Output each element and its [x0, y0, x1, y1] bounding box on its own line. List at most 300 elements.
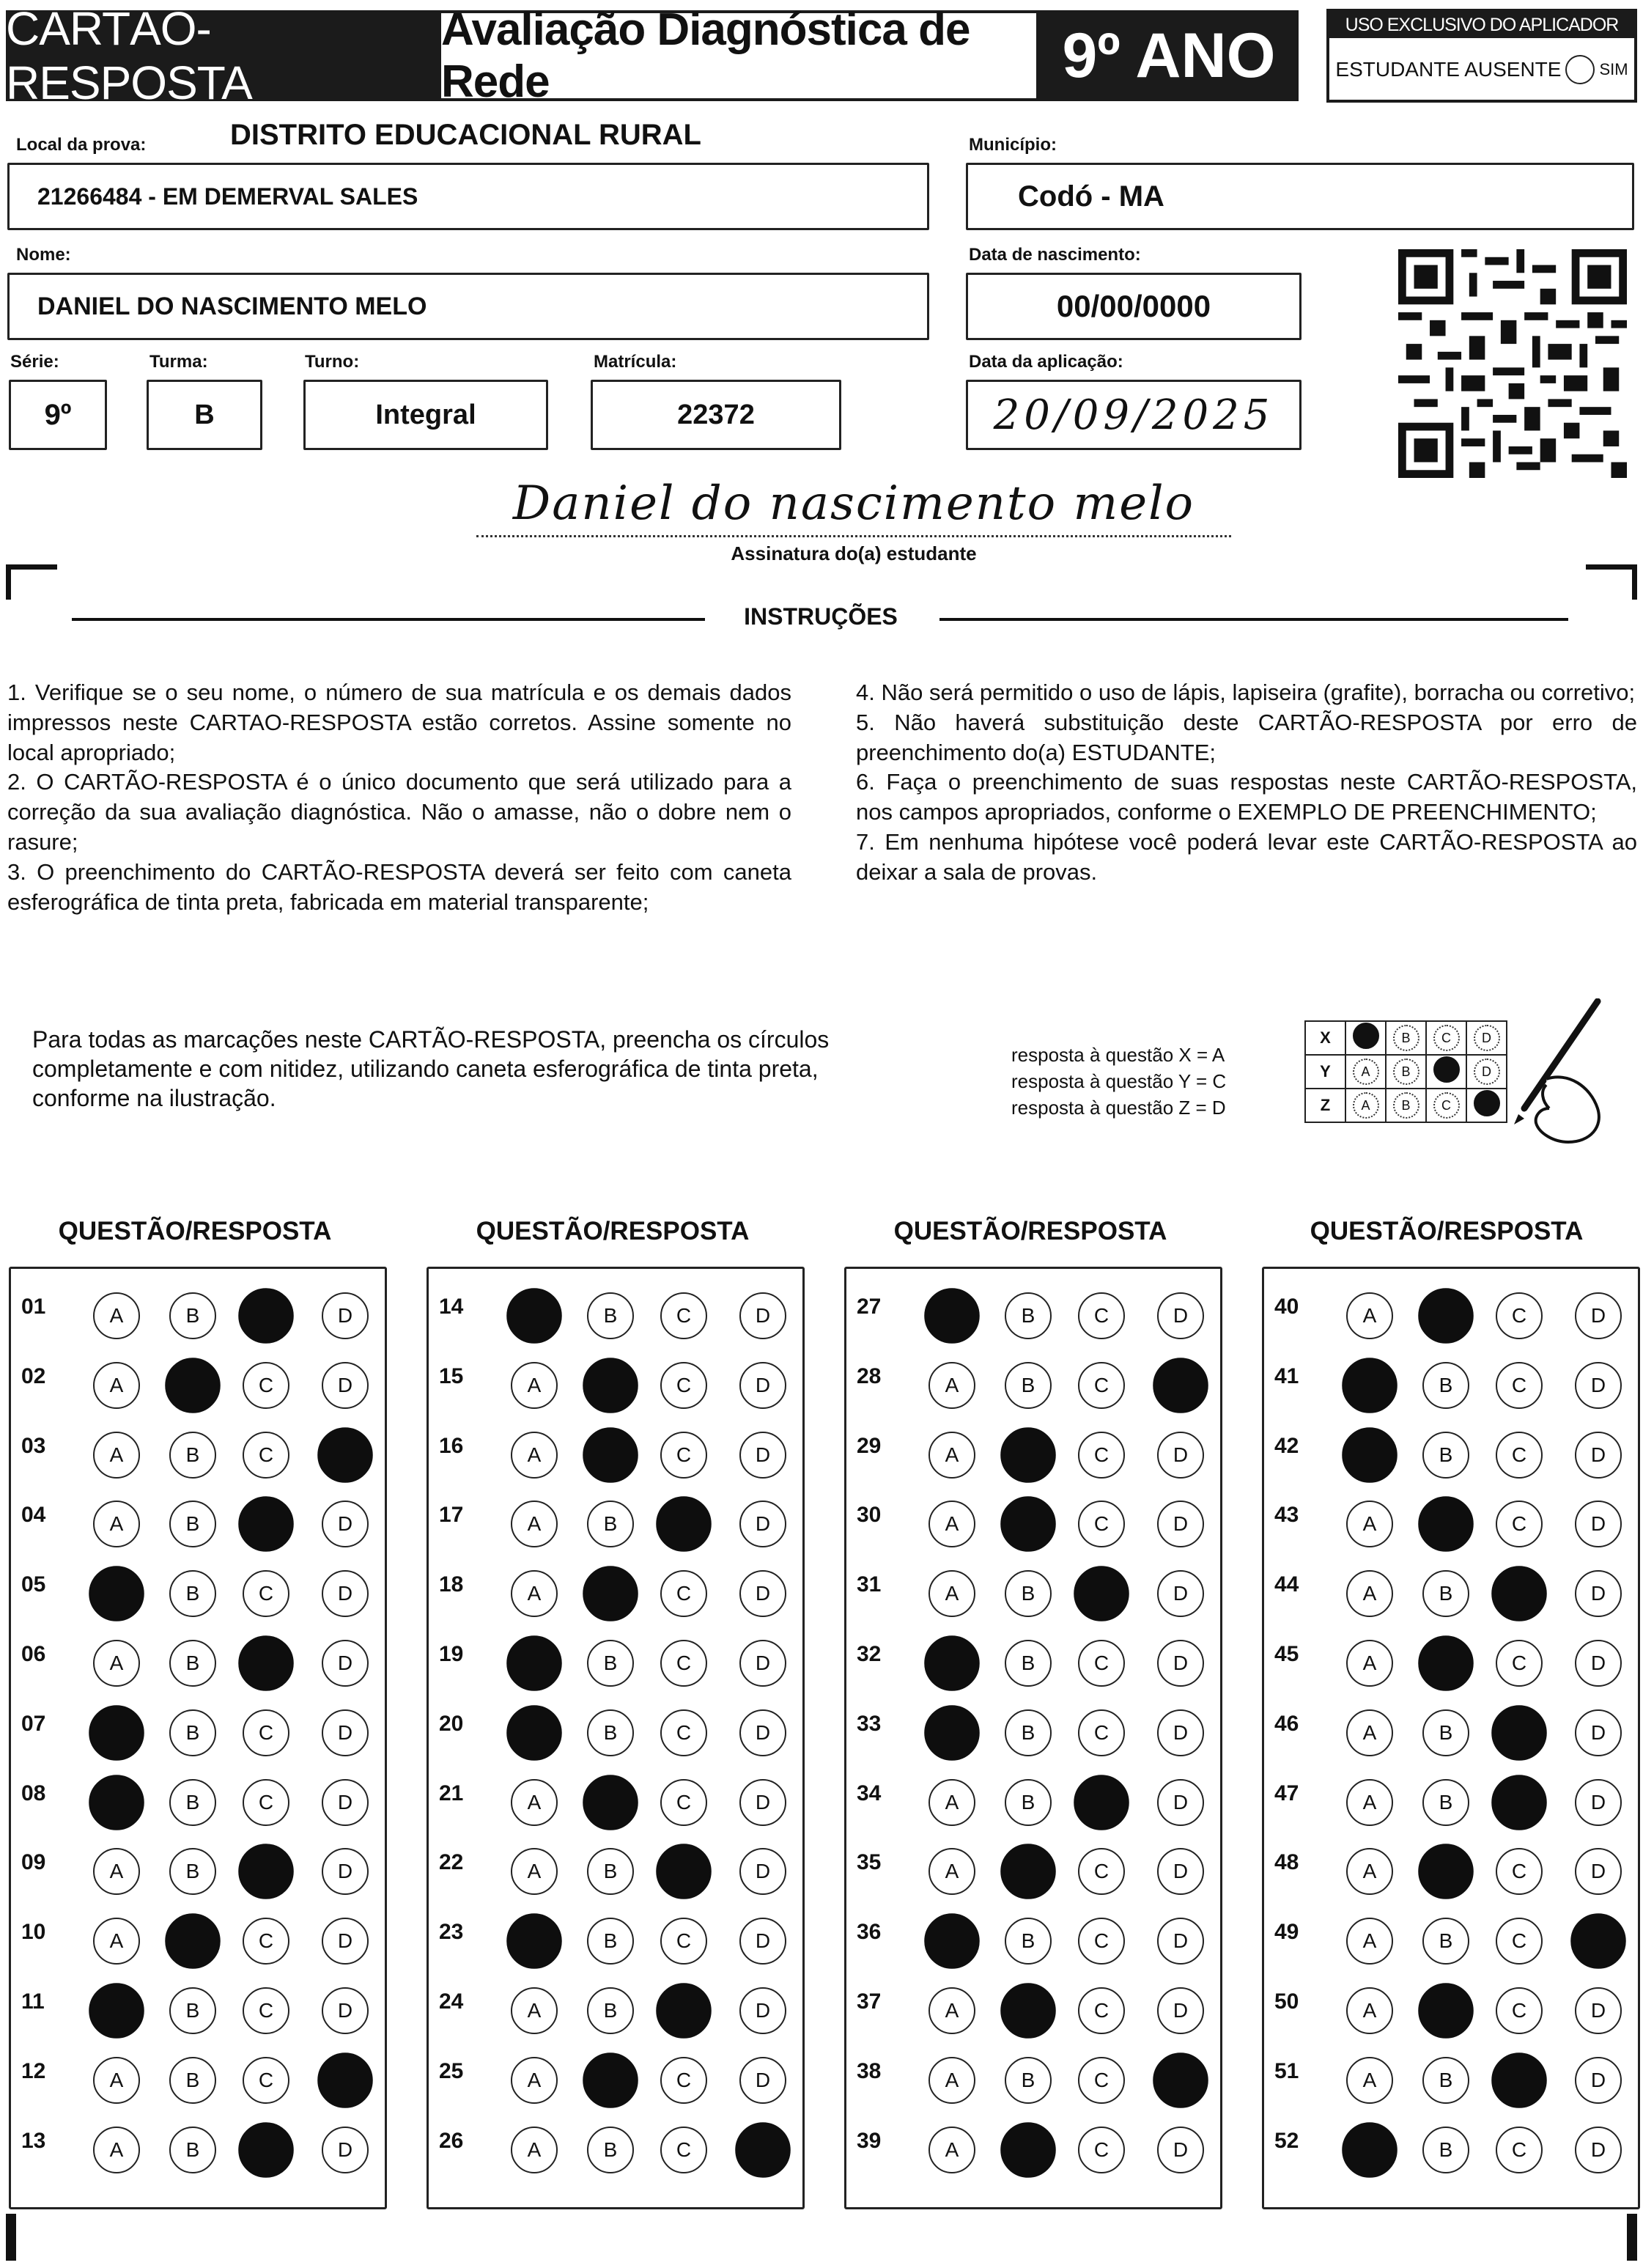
option-bubble-a[interactable]	[506, 1705, 562, 1761]
municipio-field	[966, 163, 1634, 230]
option-bubble-a[interactable]	[1342, 2122, 1398, 2178]
question-number: 24	[439, 1989, 464, 2014]
option-bubble-b[interactable]	[1000, 1497, 1056, 1553]
instruction-item: 1. Verifique se o seu nome, o número de sua matrícula e os demais dados impressos neste CARTAO-RESPOSTA estão corretos. Assine somente no local apropriado;	[7, 680, 791, 765]
option-bubble-a[interactable]: A	[928, 2127, 975, 2173]
instruction-item: 4. Não será permitido o uso de lápis, lapiseira (grafite), borracha ou corretivo;	[856, 680, 1636, 705]
option-bubble-b[interactable]	[583, 2052, 638, 2108]
option-bubble-c[interactable]: C	[1496, 1292, 1543, 1339]
option-bubble-d[interactable]: D	[1575, 1501, 1622, 1547]
option-bubble-d[interactable]: D	[739, 1709, 786, 1756]
example-legend	[1011, 1042, 1226, 1121]
option-bubble-c[interactable]	[238, 1635, 294, 1691]
answer-row	[1264, 1344, 1638, 1410]
instruction-item: 5. Não haverá substituição deste CARTÃO-RESPOSTA por erro de preenchimento do(a) ESTUDANTE;	[856, 709, 1637, 765]
option-bubble-a[interactable]: A	[93, 1918, 140, 1965]
option-bubble-d[interactable]: D	[322, 1640, 369, 1687]
option-bubble-b[interactable]	[1000, 2122, 1056, 2178]
option-bubble-b[interactable]: B	[169, 1779, 216, 1826]
option-bubble-d[interactable]: D	[1157, 1987, 1204, 2034]
option-bubble-d[interactable]: D	[1575, 1362, 1622, 1409]
option-bubble-d[interactable]: D	[322, 1918, 369, 1965]
option-bubble-a[interactable]: A	[1346, 1779, 1393, 1826]
option-bubble-c[interactable]: C	[1078, 1709, 1125, 1756]
option-bubble-d[interactable]: D	[739, 1362, 786, 1409]
option-bubble-c[interactable]	[1491, 1775, 1547, 1830]
option-bubble-a[interactable]	[89, 1983, 144, 2039]
answer-row	[429, 1970, 802, 2036]
option-bubble-b[interactable]: B	[587, 1292, 634, 1339]
option-bubble-d[interactable]: D	[1575, 1292, 1622, 1339]
option-bubble-a[interactable]: A	[928, 1987, 975, 2034]
option-bubble-d[interactable]: D	[1575, 1570, 1622, 1617]
option-bubble-c[interactable]	[656, 1844, 712, 1900]
option-bubble-b[interactable]: B	[169, 1848, 216, 1895]
question-number: 05	[21, 1572, 46, 1597]
example-bubble: A	[1353, 1058, 1379, 1085]
option-bubble-b[interactable]	[583, 1566, 638, 1621]
example-bubble: D	[1474, 1058, 1500, 1085]
option-bubble-c[interactable]: C	[1078, 1292, 1125, 1339]
option-bubble-a[interactable]: A	[928, 1848, 975, 1895]
answer-row	[846, 1553, 1220, 1619]
option-bubble-d[interactable]: D	[1575, 2127, 1622, 2173]
option-bubble-c[interactable]: C	[660, 1709, 707, 1756]
answer-row	[11, 1900, 385, 1966]
option-bubble-d[interactable]: D	[1575, 1987, 1622, 2034]
option-bubble-d[interactable]: D	[739, 1432, 786, 1479]
turno-field	[303, 380, 548, 450]
column-title: QUESTÃO/RESPOSTA	[476, 1217, 750, 1245]
grade-banner: 9º ANO	[1039, 10, 1299, 101]
absent-checkbox[interactable]	[1565, 55, 1595, 84]
answer-row	[429, 1692, 802, 1758]
instructions-left	[7, 678, 791, 917]
option-bubble-c[interactable]: C	[1078, 1987, 1125, 2034]
option-bubble-d[interactable]: D	[739, 1292, 786, 1339]
question-number: 12	[21, 2058, 46, 2083]
option-bubble-a[interactable]	[924, 1635, 980, 1691]
option-bubble-d[interactable]: D	[322, 1570, 369, 1617]
card-title: CARTÃO-RESPOSTA	[6, 10, 438, 101]
option-bubble-c[interactable]: C	[660, 1292, 707, 1339]
option-bubble-c[interactable]: C	[1496, 1848, 1543, 1895]
option-bubble-b[interactable]: B	[1422, 1709, 1469, 1756]
option-bubble-c[interactable]: C	[243, 1362, 289, 1409]
nascimento-value: 00/00/0000	[1056, 289, 1211, 323]
option-bubble-b[interactable]: B	[1422, 1779, 1469, 1826]
example-legend-item: resposta à questão X = A	[1011, 1044, 1225, 1066]
question-number: 50	[1274, 1989, 1299, 2014]
instructions-title: INSTRUÇÕES	[744, 603, 898, 630]
option-bubble-b[interactable]: B	[587, 1848, 634, 1895]
option-bubble-b[interactable]: B	[169, 1709, 216, 1756]
option-bubble-a[interactable]: A	[93, 1292, 140, 1339]
option-bubble-a[interactable]: A	[93, 1848, 140, 1895]
option-bubble-d[interactable]: D	[1157, 1570, 1204, 1617]
turma-label: Turma:	[149, 352, 208, 372]
question-number: 36	[857, 1920, 882, 1945]
example-cell	[1386, 1089, 1426, 1122]
option-bubble-a[interactable]: A	[1346, 1918, 1393, 1965]
option-bubble-c[interactable]: C	[1078, 1501, 1125, 1547]
answer-row	[846, 2109, 1220, 2175]
option-bubble-c[interactable]: C	[1078, 1640, 1125, 1687]
answer-column	[9, 1267, 387, 2209]
option-bubble-b[interactable]: B	[169, 1987, 216, 2034]
option-bubble-c[interactable]: C	[1496, 1640, 1543, 1687]
answer-row	[1264, 1553, 1638, 1619]
option-bubble-d[interactable]: D	[1575, 1848, 1622, 1895]
option-bubble-d[interactable]: D	[1157, 2127, 1204, 2173]
example-bubble: D	[1474, 1025, 1500, 1051]
option-bubble-a[interactable]: A	[511, 1848, 558, 1895]
option-bubble-b[interactable]: B	[169, 1640, 216, 1687]
option-bubble-c[interactable]: C	[660, 2057, 707, 2104]
option-bubble-c[interactable]: C	[1496, 1501, 1543, 1547]
option-bubble-b[interactable]: B	[587, 1987, 634, 2034]
option-bubble-b[interactable]: B	[169, 1292, 216, 1339]
question-number: 03	[21, 1433, 46, 1458]
answer-row	[1264, 2109, 1638, 2175]
option-bubble-c[interactable]: C	[1496, 1362, 1543, 1409]
option-bubble-d[interactable]: D	[739, 2057, 786, 2104]
option-bubble-b[interactable]: B	[1422, 1432, 1469, 1479]
question-number: 43	[1274, 1503, 1299, 1528]
option-bubble-a[interactable]: A	[1346, 1501, 1393, 1547]
question-number: 14	[439, 1295, 464, 1319]
option-bubble-d[interactable]: D	[739, 1501, 786, 1547]
option-bubble-c[interactable]: C	[660, 1432, 707, 1479]
option-bubble-b[interactable]: B	[1005, 1918, 1052, 1965]
option-bubble-b[interactable]: B	[169, 2127, 216, 2173]
option-bubble-a[interactable]	[506, 1288, 562, 1344]
example-row-label: Y	[1305, 1055, 1345, 1089]
option-bubble-c[interactable]	[656, 1983, 712, 2039]
option-bubble-b[interactable]: B	[1005, 1640, 1052, 1687]
option-bubble-b[interactable]	[165, 1913, 221, 1969]
signature-line	[476, 535, 1231, 537]
option-bubble-d[interactable]: D	[322, 2127, 369, 2173]
option-bubble-d[interactable]: D	[739, 1640, 786, 1687]
option-bubble-d[interactable]	[735, 2122, 791, 2178]
example-illustration	[1304, 1020, 1507, 1123]
option-bubble-c[interactable]: C	[243, 1709, 289, 1756]
option-bubble-c[interactable]: C	[243, 2057, 289, 2104]
option-bubble-b[interactable]: B	[169, 1570, 216, 1617]
option-bubble-c[interactable]	[1491, 2052, 1547, 2108]
option-bubble-a[interactable]: A	[93, 1362, 140, 1409]
option-bubble-a[interactable]: A	[928, 1362, 975, 1409]
option-bubble-b[interactable]: B	[587, 1709, 634, 1756]
answer-row	[1264, 1761, 1638, 1827]
question-number: 51	[1274, 2058, 1299, 2083]
example-cell	[1426, 1089, 1466, 1122]
option-bubble-b[interactable]: B	[587, 1918, 634, 1965]
option-bubble-c[interactable]: C	[243, 1570, 289, 1617]
option-bubble-c[interactable]	[1074, 1566, 1129, 1621]
option-bubble-b[interactable]: B	[587, 2127, 634, 2173]
signature-label: Assinatura do(a) estudante	[731, 542, 977, 564]
option-bubble-d[interactable]: D	[1157, 1918, 1204, 1965]
option-bubble-d[interactable]: D	[739, 1987, 786, 2034]
option-bubble-d[interactable]: D	[322, 1779, 369, 1826]
option-bubble-c[interactable]: C	[243, 1918, 289, 1965]
option-bubble-b[interactable]: B	[1422, 2057, 1469, 2104]
example-legend-item: resposta à questão Y = C	[1011, 1070, 1227, 1092]
answer-row	[846, 1622, 1220, 1688]
option-bubble-a[interactable]: A	[928, 2057, 975, 2104]
option-bubble-c[interactable]	[238, 1497, 294, 1553]
option-bubble-d[interactable]	[317, 1427, 373, 1483]
option-bubble-b[interactable]: B	[1422, 1918, 1469, 1965]
option-bubble-b[interactable]	[1418, 1635, 1474, 1691]
option-bubble-a[interactable]: A	[93, 1501, 140, 1547]
option-bubble-a[interactable]: A	[1346, 1987, 1393, 2034]
option-bubble-a[interactable]: A	[511, 1779, 558, 1826]
option-bubble-b[interactable]: B	[169, 2057, 216, 2104]
question-number: 32	[857, 1642, 882, 1666]
option-bubble-b[interactable]	[1418, 1497, 1474, 1553]
option-bubble-a[interactable]: A	[511, 1987, 558, 2034]
option-bubble-d[interactable]: D	[1157, 1432, 1204, 1479]
aplicacao-value: 20/09/2025	[993, 391, 1274, 439]
option-bubble-b[interactable]: B	[1005, 1570, 1052, 1617]
question-number: 49	[1274, 1920, 1299, 1945]
option-bubble-c[interactable]	[1074, 1775, 1129, 1830]
option-bubble-b[interactable]	[583, 1427, 638, 1483]
option-bubble-d[interactable]	[317, 2052, 373, 2108]
option-bubble-d[interactable]	[1153, 2052, 1208, 2108]
option-bubble-b[interactable]: B	[1005, 2057, 1052, 2104]
question-number: 38	[857, 2058, 882, 2083]
option-bubble-d[interactable]: D	[1157, 1709, 1204, 1756]
option-bubble-a[interactable]: A	[511, 1432, 558, 1479]
option-bubble-d[interactable]: D	[739, 1848, 786, 1895]
option-bubble-c[interactable]	[238, 1844, 294, 1900]
answer-column	[427, 1267, 805, 2209]
answer-row	[11, 1692, 385, 1758]
option-bubble-c[interactable]: C	[1496, 2127, 1543, 2173]
answer-row	[1264, 1830, 1638, 1896]
option-bubble-d[interactable]	[1153, 1358, 1208, 1413]
option-bubble-d[interactable]: D	[1157, 1779, 1204, 1826]
option-bubble-c[interactable]: C	[660, 1640, 707, 1687]
option-bubble-b[interactable]: B	[1005, 1292, 1052, 1339]
option-bubble-b[interactable]: B	[1005, 1362, 1052, 1409]
option-bubble-c[interactable]: C	[243, 1987, 289, 2034]
option-bubble-c[interactable]: C	[1078, 1432, 1125, 1479]
option-bubble-a[interactable]: A	[1346, 1570, 1393, 1617]
option-bubble-c[interactable]: C	[1078, 2057, 1125, 2104]
option-bubble-a[interactable]: A	[928, 1432, 975, 1479]
question-number: 09	[21, 1850, 46, 1875]
option-bubble-a[interactable]	[89, 1705, 144, 1761]
option-bubble-a[interactable]	[89, 1566, 144, 1621]
option-bubble-a[interactable]: A	[93, 1640, 140, 1687]
option-bubble-c[interactable]: C	[660, 1570, 707, 1617]
option-bubble-c[interactable]: C	[660, 1362, 707, 1409]
option-bubble-b[interactable]	[1418, 1288, 1474, 1344]
option-bubble-d[interactable]: D	[322, 1709, 369, 1756]
option-bubble-c[interactable]: C	[1078, 1362, 1125, 1409]
question-number: 28	[857, 1363, 882, 1388]
option-bubble-c[interactable]: C	[1078, 1918, 1125, 1965]
nascimento-label: Data de nascimento:	[969, 245, 1141, 265]
option-bubble-d[interactable]: D	[322, 1987, 369, 2034]
serie-value: 9º	[44, 398, 72, 431]
option-bubble-c[interactable]: C	[660, 1918, 707, 1965]
option-bubble-a[interactable]	[89, 1775, 144, 1830]
option-bubble-b[interactable]	[1418, 1983, 1474, 2039]
option-bubble-b[interactable]: B	[1422, 1362, 1469, 1409]
question-number: 48	[1274, 1850, 1299, 1875]
option-bubble-a[interactable]: A	[511, 1570, 558, 1617]
option-bubble-a[interactable]: A	[928, 1570, 975, 1617]
column-title: QUESTÃO/RESPOSTA	[1310, 1217, 1584, 1245]
answer-row	[429, 1900, 802, 1966]
option-bubble-d[interactable]: D	[1575, 1779, 1622, 1826]
option-bubble-a[interactable]: A	[511, 2127, 558, 2173]
option-bubble-c[interactable]	[1491, 1566, 1547, 1621]
option-bubble-a[interactable]	[506, 1913, 562, 1969]
question-number: 35	[857, 1850, 882, 1875]
option-bubble-a[interactable]	[1342, 1427, 1398, 1483]
option-bubble-b[interactable]: B	[169, 1501, 216, 1547]
question-number: 34	[857, 1781, 882, 1805]
option-bubble-c[interactable]: C	[660, 2127, 707, 2173]
question-number: 23	[439, 1920, 464, 1945]
frame-corner-top-right	[1586, 564, 1637, 600]
option-bubble-b[interactable]: B	[1422, 2127, 1469, 2173]
question-number: 02	[21, 1363, 46, 1388]
absent-label: ESTUDANTE AUSENTE	[1335, 58, 1562, 81]
option-bubble-a[interactable]: A	[928, 1501, 975, 1547]
option-bubble-b[interactable]	[1000, 1983, 1056, 2039]
frame-corner-bottom-left	[6, 2214, 16, 2261]
option-bubble-d[interactable]: D	[1157, 1292, 1204, 1339]
option-bubble-d[interactable]: D	[1157, 1640, 1204, 1687]
answer-row	[1264, 1622, 1638, 1688]
answer-row	[11, 2039, 385, 2105]
option-bubble-d[interactable]: D	[1157, 1501, 1204, 1547]
option-bubble-a[interactable]: A	[93, 1432, 140, 1479]
example-cell	[1386, 1021, 1426, 1055]
answer-row	[1264, 1970, 1638, 2036]
answer-row	[429, 2039, 802, 2105]
option-bubble-a[interactable]: A	[511, 1501, 558, 1547]
option-bubble-c[interactable]: C	[243, 1779, 289, 1826]
instructions-right	[856, 678, 1637, 888]
option-bubble-a[interactable]	[1342, 1358, 1398, 1413]
option-bubble-c[interactable]	[238, 1288, 294, 1344]
option-bubble-d[interactable]	[1570, 1913, 1626, 1969]
option-bubble-c[interactable]: C	[243, 1432, 289, 1479]
matricula-label: Matrícula:	[594, 352, 677, 372]
option-bubble-a[interactable]: A	[1346, 2057, 1393, 2104]
option-bubble-a[interactable]: A	[511, 2057, 558, 2104]
option-bubble-c[interactable]	[1491, 1705, 1547, 1761]
serie-label: Série:	[10, 352, 59, 372]
option-bubble-a[interactable]	[924, 1288, 980, 1344]
option-bubble-b[interactable]	[165, 1358, 221, 1413]
option-bubble-c[interactable]: C	[1078, 2127, 1125, 2173]
option-bubble-b[interactable]: B	[1005, 1709, 1052, 1756]
question-number: 45	[1274, 1642, 1299, 1666]
option-bubble-a[interactable]: A	[1346, 1640, 1393, 1687]
option-bubble-a[interactable]: A	[1346, 1709, 1393, 1756]
example-row	[1305, 1021, 1507, 1055]
answer-row	[1264, 1692, 1638, 1758]
option-bubble-a[interactable]	[924, 1705, 980, 1761]
option-bubble-b[interactable]	[583, 1775, 638, 1830]
option-bubble-c[interactable]: C	[1496, 1918, 1543, 1965]
option-bubble-d[interactable]: D	[322, 1362, 369, 1409]
question-number: 15	[439, 1363, 464, 1388]
option-bubble-a[interactable]: A	[93, 2057, 140, 2104]
question-number: 18	[439, 1572, 464, 1597]
local-value: 21266484 - EM DEMERVAL SALES	[37, 183, 418, 210]
example-cell	[1345, 1021, 1386, 1055]
question-number: 29	[857, 1433, 882, 1458]
question-number: 44	[1274, 1572, 1299, 1597]
column-title: QUESTÃO/RESPOSTA	[58, 1217, 332, 1245]
option-bubble-c[interactable]	[656, 1497, 712, 1553]
option-bubble-b[interactable]: B	[587, 1501, 634, 1547]
option-bubble-b[interactable]	[583, 1358, 638, 1413]
option-bubble-a[interactable]: A	[1346, 1848, 1393, 1895]
option-bubble-d[interactable]: D	[1157, 1848, 1204, 1895]
pen-hand-icon	[1495, 998, 1605, 1145]
question-number: 25	[439, 2058, 464, 2083]
example-bubble: A	[1353, 1092, 1379, 1119]
example-bubble: C	[1433, 1025, 1460, 1051]
option-bubble-d[interactable]: D	[1575, 1709, 1622, 1756]
option-bubble-b[interactable]: B	[169, 1432, 216, 1479]
option-bubble-c[interactable]: C	[1496, 1432, 1543, 1479]
option-bubble-c[interactable]	[238, 2122, 294, 2178]
option-bubble-d[interactable]: D	[322, 1292, 369, 1339]
option-bubble-a[interactable]: A	[93, 2127, 140, 2173]
option-bubble-d[interactable]: D	[739, 1918, 786, 1965]
question-number: 22	[439, 1850, 464, 1875]
option-bubble-b[interactable]	[1418, 1844, 1474, 1900]
option-bubble-a[interactable]: A	[511, 1362, 558, 1409]
option-bubble-b[interactable]: B	[1422, 1570, 1469, 1617]
option-bubble-d[interactable]: D	[322, 1501, 369, 1547]
answer-row	[846, 1275, 1220, 1341]
option-bubble-d[interactable]: D	[322, 1848, 369, 1895]
option-bubble-a[interactable]: A	[928, 1779, 975, 1826]
option-bubble-b[interactable]: B	[1005, 1779, 1052, 1826]
turno-value: Integral	[375, 399, 476, 430]
option-bubble-b[interactable]	[1000, 1844, 1056, 1900]
option-bubble-c[interactable]: C	[660, 1779, 707, 1826]
option-bubble-d[interactable]: D	[1575, 1432, 1622, 1479]
option-bubble-b[interactable]: B	[587, 1640, 634, 1687]
option-bubble-c[interactable]: C	[1078, 1848, 1125, 1895]
answer-column	[844, 1267, 1222, 2209]
option-bubble-a[interactable]	[506, 1635, 562, 1691]
option-bubble-a[interactable]	[924, 1913, 980, 1969]
option-bubble-d[interactable]: D	[1575, 2057, 1622, 2104]
option-bubble-a[interactable]: A	[1346, 1292, 1393, 1339]
option-bubble-b[interactable]	[1000, 1427, 1056, 1483]
option-bubble-d[interactable]: D	[1575, 1640, 1622, 1687]
option-bubble-d[interactable]: D	[739, 1779, 786, 1826]
option-bubble-d[interactable]: D	[739, 1570, 786, 1617]
option-bubble-c[interactable]: C	[1496, 1987, 1543, 2034]
